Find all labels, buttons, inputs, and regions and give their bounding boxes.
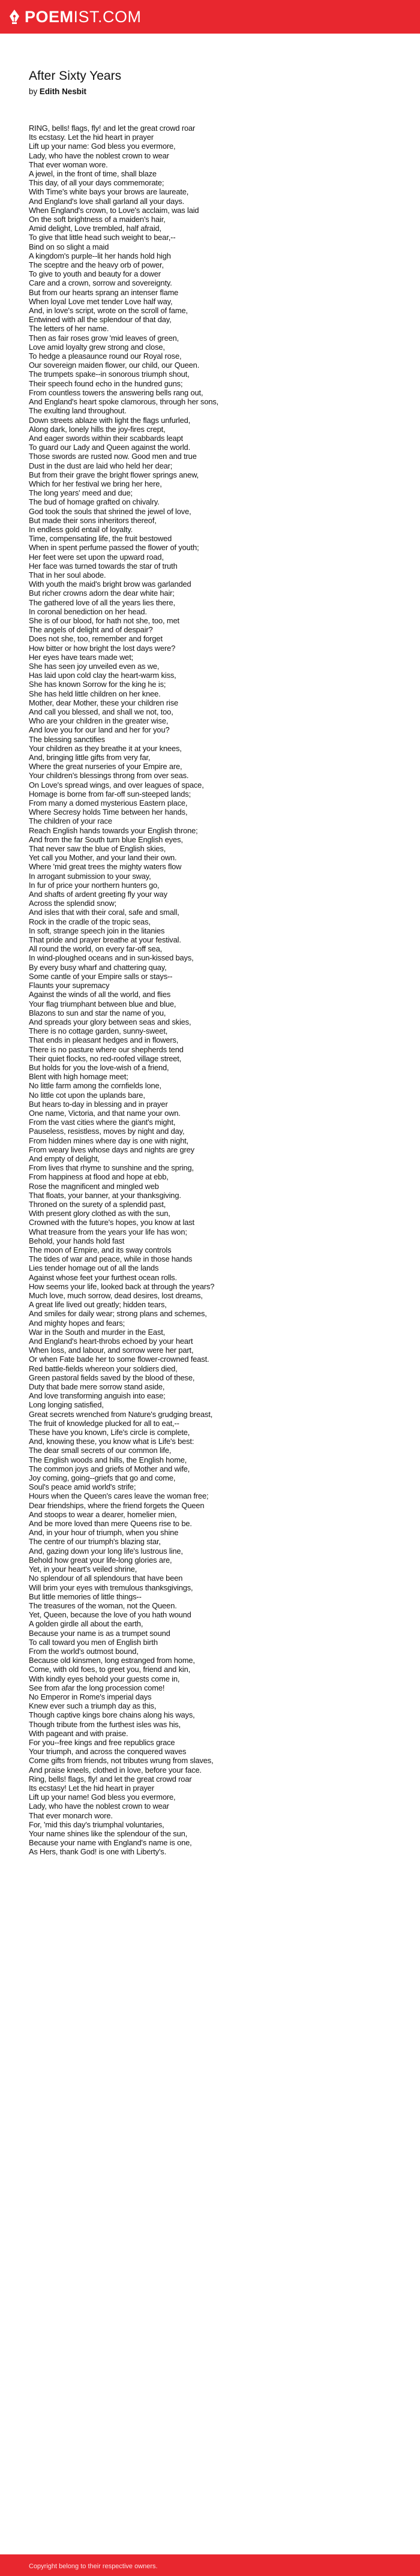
poem-line: A jewel, in the front of time, shall blaze: [29, 169, 157, 179]
poem-line: The tides of war and peace, while in those hands: [29, 1254, 193, 1264]
poem-body: [29, 124, 391, 1857]
poem-line: How seems your life, looked back at through the years?: [29, 1281, 215, 1291]
poem-line: Amid delight, Love trembled, half afraid,: [29, 224, 161, 233]
poem-line: And eager swords within their scabbards leapt: [29, 433, 183, 443]
poem-line: From many a domed mysterious Eastern place,: [29, 798, 188, 808]
poem-line: But made their sons inheritors thereof,: [29, 515, 157, 525]
poem-line: Dust in the dust are laid who held her dear;: [29, 461, 173, 470]
poem-line: Hours when the Queen's cares leave the woman free;: [29, 1491, 209, 1501]
poem-line: And empty of delight,: [29, 1154, 100, 1163]
poem-line: And spreads your glory between seas and skies,: [29, 1017, 191, 1026]
poem-line: Duty that bade mere sorrow stand aside,: [29, 1382, 165, 1392]
author-link[interactable]: Edith Nesbit: [39, 87, 87, 96]
poem-line: RING, bells! flags, fly! and let the great crowd roar: [29, 124, 196, 133]
poem-line: To give that little head such weight to bear,--: [29, 233, 176, 242]
poem-line: When England's crown, to Love's acclaim, was laid: [29, 205, 199, 215]
poem-line: The moon of Empire, and its sway controls: [29, 1245, 172, 1254]
poem-line: Lady, who have the noblest crown to wear: [29, 1802, 169, 1811]
poem-line: Homage is borne from far-off sun-steeped lands;: [29, 789, 191, 798]
poem-line: And smiles for daily wear; strong plans and schemes,: [29, 1309, 207, 1319]
poem-line: Yet, in your heart's veiled shrine,: [29, 1565, 137, 1574]
poem-line: Lift up your name: God bless you evermore,: [29, 142, 176, 151]
poem-line: Where Secresy holds Time between her hands,: [29, 807, 188, 817]
poem-line: Behold how great your life-long glories are,: [29, 1555, 172, 1565]
poem-line: The children of your race: [29, 816, 112, 826]
poem-line: Though tribute from the furthest isles was his,: [29, 1719, 181, 1729]
poem-line: The dear small secrets of our common life,: [29, 1446, 172, 1455]
poem-line: Because your name with England's name is one,: [29, 1838, 192, 1848]
poem-line: Their speech found echo in the hundred guns;: [29, 379, 183, 388]
poem-line: And England's heart-throbs echoed by your heart: [29, 1337, 193, 1346]
poem-line: The common joys and griefs of Mother and wife,: [29, 1464, 190, 1473]
poem-line: Your flag triumphant between blue and blue,: [29, 999, 176, 1008]
poem-line: When loyal Love met tender Love half way,: [29, 296, 173, 306]
poem-line: Her eyes have tears made wet;: [29, 652, 134, 662]
poem-line: The bud of homage grafted on chivalry.: [29, 497, 160, 507]
poem-line: But richer crowns adorn the dear white hair;: [29, 589, 175, 598]
poem-line: The gathered love of all the years lies there,: [29, 598, 175, 607]
poem-line: By every busy wharf and chattering quay,: [29, 962, 167, 972]
poem-line: Much love, much sorrow, dead desires, lost dreams,: [29, 1291, 203, 1300]
poem-line: Lady, who have the noblest crown to wear: [29, 151, 169, 160]
poem-line: To give to youth and beauty for a dower: [29, 269, 161, 279]
poem-line: Pauseless, resistless, moves by night and day,: [29, 1127, 185, 1136]
poem-line: She has held little children on her knee.: [29, 689, 161, 698]
poem-byline: [29, 86, 391, 97]
poem-line: With pageant and with praise.: [29, 1728, 128, 1738]
poem-line: And isles that with their coral, safe and small,: [29, 908, 179, 917]
poem-line: A great life lived out greatly; hidden tears,: [29, 1300, 167, 1310]
poem-line: She is of our blood, for hath not she, too, met: [29, 616, 179, 625]
poem-line: No little farm among the cornfields lone,: [29, 1081, 161, 1091]
poem-line: Lies tender homage out of all the lands: [29, 1263, 159, 1273]
poem-line: And praise kneels, clothed in love, before your face.: [29, 1765, 202, 1775]
poem-line: Come gifts from friends, not tributes wrung from slaves,: [29, 1756, 214, 1766]
poem-line: That floats, your banner, at your thanksgiving.: [29, 1190, 181, 1200]
poem-container: [29, 69, 391, 1857]
poem-line: And love you for our land and her for you?: [29, 725, 170, 735]
poem-line: That pride and prayer breathe at your festival.: [29, 935, 181, 945]
poem-line: The fruit of knowledge plucked for all to eat,--: [29, 1418, 179, 1428]
poem-line: On Love's spread wings, and over leagues of space,: [29, 780, 204, 789]
poem-line: In endless gold entail of loyalty.: [29, 524, 133, 534]
poem-line: That never saw the blue of English skies,: [29, 844, 166, 854]
poem-line: Though captive kings bore chains along his ways,: [29, 1710, 195, 1720]
poem-line: With present glory clothed as with the sun,: [29, 1209, 170, 1218]
poem-line: And, bringing little gifts from very far,: [29, 753, 151, 762]
poem-line: There is no cottage garden, sunny-sweet,: [29, 1026, 168, 1036]
poem-line: That ever monarch wore.: [29, 1811, 113, 1820]
poem-line: Where the great nurseries of your Empire are,: [29, 762, 182, 771]
site-footer: [0, 2554, 420, 2576]
poem-line: One name, Victoria, and that name your own.: [29, 1108, 181, 1118]
poem-line: Knew ever such a triumph day as this,: [29, 1701, 157, 1711]
poem-line: A golden girdle all about the earth,: [29, 1619, 143, 1629]
poem-line: And, knowing these, you know what is Life's best:: [29, 1437, 194, 1446]
poem-line: With kindly eyes behold your guests come in,: [29, 1674, 180, 1683]
poem-line: Soul's peace amid world's strife;: [29, 1482, 136, 1492]
poem-line: In soft, strange speech join in the litanies: [29, 926, 165, 935]
poem-line: No little cot upon the uplands bare,: [29, 1090, 145, 1100]
poem-line: To guard our Lady and Queen against the world.: [29, 443, 191, 452]
poem-line: Dear friendships, where the friend forgets the Queen: [29, 1500, 205, 1510]
poem-line: Joy coming, going--griefs that go and come,: [29, 1473, 176, 1483]
poem-line: This day, of all your days commemorate;: [29, 178, 164, 188]
poem-line: And, gazing down your long life's lustrous line,: [29, 1546, 183, 1556]
poem-line: Some cantle of your Empire salls or stays--: [29, 971, 173, 981]
logo-primary: POEM: [25, 7, 74, 26]
poem-line: Down streets ablaze with light the flags unfurled,: [29, 415, 191, 425]
poem-line: Love amid loyalty grew strong and close,: [29, 342, 165, 352]
poem-line: Will brim your eyes with tremulous thanksgivings,: [29, 1583, 193, 1592]
poem-line: But holds for you the love-wish of a friend,: [29, 1062, 169, 1072]
poem-line: Her feet were set upon the upward road,: [29, 552, 164, 562]
site-logo[interactable]: [8, 8, 142, 26]
poem-line: From countless towers the answering bells rang out,: [29, 388, 203, 397]
poem-line: That ends in pleasant hedges and in flowers,: [29, 1035, 179, 1045]
poem-line: When in spent perfume passed the flower of youth;: [29, 543, 199, 553]
poem-line: Yet, Queen, because the love of you hath wound: [29, 1610, 191, 1620]
poem-line: Throned on the surety of a splendid past,: [29, 1199, 166, 1209]
poem-line: And England's heart spoke clamorous, through her sons,: [29, 397, 219, 407]
poem-line: Against whose feet your furthest ocean rolls.: [29, 1272, 177, 1282]
poem-line: The sceptre and the heavy orb of power,: [29, 260, 164, 270]
poem-line: And be more loved than mere Queens rise to be.: [29, 1519, 192, 1529]
poem-line: Flaunts your supremacy: [29, 981, 110, 990]
poem-line: She has seen joy unveiled even as we,: [29, 661, 160, 671]
poem-line: Along dark, lonely hills the joy-fires crept,: [29, 424, 166, 434]
poem-line: In arrogant submission to your sway,: [29, 871, 151, 881]
poem-line: As Hers, thank God! is one with Liberty's.: [29, 1847, 167, 1857]
poem-line: No splendour of all splendours that have been: [29, 1574, 183, 1583]
poem-line: And shafts of ardent greeting fly your way: [29, 890, 167, 899]
poem-line: From hidden mines where day is one with night,: [29, 1136, 189, 1145]
poem-line: And love transforming anguish into ease;: [29, 1391, 166, 1401]
pen-nib-icon: [8, 9, 20, 25]
poem-line: And call you blessed, and shall we not, too,: [29, 707, 173, 716]
poem-line: God took the souls that shrined the jewel of love,: [29, 506, 191, 516]
poem-line: For you--free kings and free republics grace: [29, 1737, 175, 1747]
poem-line: Behold, your hands hold fast: [29, 1236, 125, 1245]
poem-line: All round the world, on every far-off sea,: [29, 944, 163, 954]
poem-line: Has laid upon cold clay the heart-warm kiss,: [29, 671, 176, 680]
poem-line: Who are your children in the greater wise,: [29, 716, 169, 726]
poem-line: What treasure from the years your life has won;: [29, 1227, 187, 1236]
poem-line: Her face was turned towards the star of truth: [29, 561, 178, 571]
poem-line: Or when Fate bade her to some flower-crowned feast.: [29, 1355, 209, 1364]
poem-title: After Sixty Years: [29, 69, 122, 83]
poem-line: Come, with old foes, to greet you, friend and kin,: [29, 1665, 191, 1674]
poem-line: From happiness at flood and hope at ebb,: [29, 1172, 169, 1182]
poem-line: Across the splendid snow;: [29, 899, 117, 908]
poem-line: Long longing satisfied,: [29, 1400, 104, 1410]
poem-line: Our sovereign maiden flower, our child, our Queen.: [29, 361, 200, 370]
poem-line: With Time's white bays your brows are laureate,: [29, 187, 189, 197]
poem-line: The letters of her name.: [29, 324, 109, 334]
by-label: by: [29, 87, 38, 96]
poem-line: Ring, bells! flags, fly! and let the great crowd roar: [29, 1774, 192, 1784]
poem-line: When loss, and labour, and sorrow were her part,: [29, 1346, 194, 1355]
poem-line: Your triumph, and across the conquered waves: [29, 1747, 187, 1757]
poem-line: Yet call you Mother, and your land their own.: [29, 853, 177, 863]
poem-line: In coronal benediction on her head.: [29, 607, 147, 616]
poem-line: But little memories of little things--: [29, 1592, 142, 1601]
poem-line: Its ecstasy. Let the hid heart in prayer: [29, 133, 154, 142]
poem-line: Your children's blessings throng from over seas.: [29, 771, 189, 780]
poem-line: Because old kinsmen, long estranged from home,: [29, 1656, 195, 1665]
poem-line: The exulting land throughout.: [29, 406, 127, 416]
poem-line: Your children as they breathe it at your knees,: [29, 743, 182, 753]
poem-line: Red battle-fields whereon your soldiers died,: [29, 1364, 178, 1373]
copyright-text: Copyright belong to their respective owners.: [29, 2563, 158, 2570]
poem-line: And stoops to wear a dearer, homelier mien,: [29, 1509, 177, 1519]
logo-secondary: IST.COM: [73, 7, 142, 26]
logo-text: [25, 8, 142, 26]
poem-line: For, 'mid this day's triumphal voluntaries,: [29, 1820, 164, 1829]
poem-line: Blazons to sun and star the name of you,: [29, 1008, 166, 1017]
poem-line: But hears to-day in blessing and in prayer: [29, 1099, 168, 1109]
poem-line: Entwined with all the splendour of that day,: [29, 315, 172, 325]
poem-line: In wind-ploughed oceans and in sun-kissed bays,: [29, 953, 194, 963]
poem-line: On the soft brightness of a maiden's hair,: [29, 215, 166, 224]
poem-line: From weary lives whose days and nights are grey: [29, 1145, 194, 1154]
poem-line: But from our hearts sprang an intenser flame: [29, 287, 179, 297]
poem-line: With youth the maid's bright brow was garlanded: [29, 580, 191, 589]
poem-line: The angels of delight and of despair?: [29, 625, 153, 635]
poem-line: Does not she, too, remember and forget: [29, 634, 163, 644]
poem-line: How bitter or how bright the lost days were?: [29, 643, 176, 653]
poem-line: The trumpets spake--in sonorous triumph shout,: [29, 370, 190, 379]
poem-line: The centre of our triumph's blazing star,: [29, 1537, 161, 1547]
poem-line: War in the South and murder in the East,: [29, 1327, 166, 1337]
poem-line: See from afar the long procession come!: [29, 1683, 165, 1692]
poem-line: Crowned with the future's hopes, you know at last: [29, 1218, 194, 1227]
poem-line: She has known Sorrow for the king he is;: [29, 680, 166, 689]
poem-line: And from the far South turn blue English eyes,: [29, 834, 183, 844]
poem-line: That ever woman wore.: [29, 160, 108, 169]
poem-line: And, in your hour of triumph, when you shine: [29, 1528, 179, 1538]
poem-line: And England's love shall garland all your days.: [29, 196, 185, 206]
poem-line: Green pastoral fields saved by the blood of these,: [29, 1373, 195, 1382]
poem-line: From the vast cities where the giant's might,: [29, 1118, 176, 1127]
poem-line: Which for her festival we bring her here,: [29, 479, 162, 488]
poem-line: Those swords are rusted now. Good men and true: [29, 452, 197, 461]
poem-line: The English woods and hills, the English home,: [29, 1455, 187, 1464]
poem-line: Because your name is as a trumpet sound: [29, 1628, 170, 1638]
poem-line: Time, compensating life, the fruit bestowed: [29, 534, 172, 544]
poem-line: Where 'mid great trees the mighty waters flow: [29, 862, 182, 872]
poem-line: Against the winds of all the world, and flies: [29, 990, 171, 999]
poem-line: There is no pasture where our shepherds tend: [29, 1044, 184, 1054]
poem-line: Care and a crown, sorrow and sovereignty.: [29, 278, 172, 288]
poem-line: Bind on so slight a maid: [29, 242, 109, 251]
poem-line: From lives that rhyme to sunshine and the spring,: [29, 1163, 194, 1173]
poem-line: To call toward you men of English birth: [29, 1637, 158, 1647]
poem-line: A kingdom's purple--lit her hands hold high: [29, 251, 171, 260]
poem-line: Blent with high homage meet;: [29, 1072, 128, 1082]
poem-line: And mighty hopes and fears;: [29, 1318, 125, 1328]
poem-line: The treasures of the woman, not the Queen.: [29, 1601, 177, 1610]
poem-line: No Emperor in Rome's imperial days: [29, 1692, 152, 1701]
poem-line: These have you known, Life's circle is complete,: [29, 1428, 190, 1437]
poem-line: And, in love's script, wrote on the scroll of fame,: [29, 306, 188, 316]
poem-line: In fur of price your northern hunters go,: [29, 880, 160, 890]
poem-line: The long years' meed and due;: [29, 488, 133, 498]
poem-line: Mother, dear Mother, these your children rise: [29, 698, 179, 707]
poem-line: Rock in the cradle of the tropic seas,: [29, 917, 151, 926]
poem-line: From the world's outmost bound,: [29, 1646, 139, 1656]
poem-line: That in her soul abode.: [29, 570, 106, 580]
poem-line: To hedge a pleasaunce round our Royal rose,: [29, 352, 182, 361]
site-header: [0, 0, 420, 34]
poem-line: Rose the magnificent and mingled web: [29, 1181, 159, 1191]
poem-line: Then as fair roses grow 'mid leaves of green,: [29, 333, 179, 343]
poem-line: Lift up your name! God bless you evermore,: [29, 1793, 176, 1802]
poem-line: Great secrets wrenched from Nature's grudging breast,: [29, 1409, 213, 1419]
poem-line: Their quiet flocks, no red-roofed village street,: [29, 1053, 182, 1063]
poem-line: But from their grave the bright flower springs anew,: [29, 470, 199, 479]
poem-line: The blessing sanctifies: [29, 734, 105, 744]
poem-line: Reach English hands towards your English throne;: [29, 825, 198, 835]
poem-line: Your name shines like the splendour of the sun,: [29, 1829, 188, 1838]
poem-line: Its ecstasy! Let the hid heart in prayer: [29, 1783, 154, 1793]
